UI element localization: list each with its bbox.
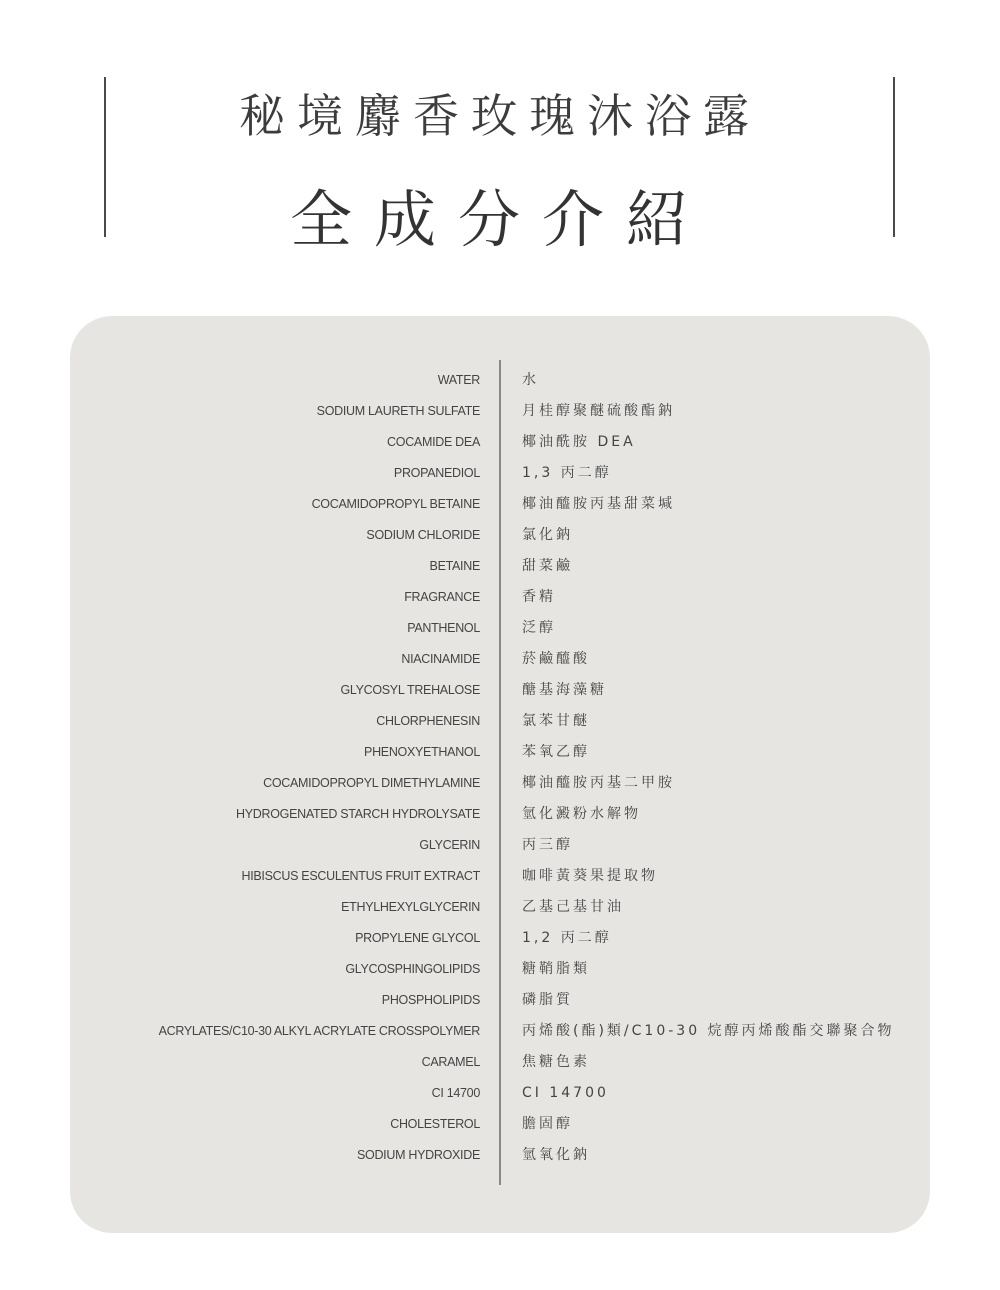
- ingredient-chinese: 氫氧化鈉: [522, 1147, 590, 1163]
- ingredient-english: PHENOXYETHANOL: [364, 745, 480, 759]
- ingredient-row: [0, 489, 1000, 520]
- ingredient-row: [0, 1078, 1000, 1109]
- ingredient-row: [0, 613, 1000, 644]
- ingredient-row: [0, 520, 1000, 551]
- ingredient-english: SODIUM HYDROXIDE: [357, 1148, 480, 1162]
- ingredient-chinese: 氫化澱粉水解物: [522, 806, 641, 822]
- ingredient-row: [0, 768, 1000, 799]
- ingredient-chinese: 氯苯甘醚: [522, 713, 590, 729]
- ingredient-chinese: 苯氧乙醇: [522, 744, 590, 760]
- ingredient-english: CARAMEL: [421, 1055, 480, 1069]
- ingredient-english: FRAGRANCE: [404, 590, 480, 604]
- ingredient-row: [0, 1016, 1000, 1047]
- ingredient-chinese: 月桂醇聚醚硫酸酯鈉: [522, 403, 675, 419]
- ingredient-chinese: 菸鹼醯酸: [522, 651, 590, 667]
- ingredient-english: NIACINAMIDE: [401, 652, 480, 666]
- page-title: 全成分介紹: [289, 183, 710, 256]
- ingredient-english: ACRYLATES/C10-30 ALKYL ACRYLATE CROSSPOLYMER: [158, 1024, 480, 1038]
- ingredient-row: [0, 954, 1000, 985]
- ingredient-chinese: 椰油醯胺丙基甜菜堿: [522, 496, 675, 512]
- ingredient-english: GLYCOSPHINGOLIPIDS: [345, 962, 480, 976]
- ingredient-english: PROPANEDIOL: [393, 466, 480, 480]
- ingredient-row: [0, 830, 1000, 861]
- ingredient-row: [0, 675, 1000, 706]
- ingredient-english: CI 14700: [431, 1086, 480, 1100]
- ingredient-row: [0, 551, 1000, 582]
- ingredient-english: SODIUM CHLORIDE: [366, 528, 480, 542]
- ingredient-english: GLYCERIN: [419, 838, 480, 852]
- ingredient-chinese: CI 14700: [522, 1085, 609, 1101]
- ingredient-chinese: 焦糖色素: [522, 1054, 590, 1070]
- ingredient-row: [0, 737, 1000, 768]
- ingredient-chinese: 醣基海藻糖: [522, 682, 607, 698]
- ingredient-chinese: 膽固醇: [522, 1116, 573, 1132]
- ingredient-english: COCAMIDOPROPYL BETAINE: [311, 497, 480, 511]
- ingredient-row: [0, 706, 1000, 737]
- ingredient-row: [0, 923, 1000, 954]
- ingredient-english: PROPYLENE GLYCOL: [355, 931, 480, 945]
- ingredient-row: [0, 861, 1000, 892]
- ingredient-english: HYDROGENATED STARCH HYDROLYSATE: [236, 807, 480, 821]
- ingredient-chinese: 甜菜鹼: [522, 558, 573, 574]
- ingredient-row: [0, 458, 1000, 489]
- ingredient-chinese: 香精: [522, 589, 556, 605]
- ingredient-chinese: 丙三醇: [522, 837, 573, 853]
- ingredient-english: COCAMIDE DEA: [387, 435, 480, 449]
- ingredient-row: [0, 396, 1000, 427]
- ingredient-chinese: 1,2 丙二醇: [522, 930, 612, 946]
- ingredient-chinese: 乙基己基甘油: [522, 899, 624, 915]
- ingredient-row: [0, 365, 1000, 396]
- ingredient-english: SODIUM LAURETH SULFATE: [316, 404, 480, 418]
- ingredient-row: [0, 1109, 1000, 1140]
- ingredient-chinese: 1,3 丙二醇: [522, 465, 612, 481]
- ingredient-row: [0, 582, 1000, 613]
- ingredient-chinese: 咖啡黃葵果提取物: [522, 868, 658, 884]
- ingredient-chinese: 磷脂質: [522, 992, 573, 1008]
- ingredient-row: [0, 985, 1000, 1016]
- ingredient-chinese: 泛醇: [522, 620, 556, 636]
- ingredient-english: HIBISCUS ESCULENTUS FRUIT EXTRACT: [241, 869, 480, 883]
- ingredient-english: PANTHENOL: [407, 621, 480, 635]
- ingredient-english: COCAMIDOPROPYL DIMETHYLAMINE: [263, 776, 480, 790]
- ingredient-english: GLYCOSYL TREHALOSE: [340, 683, 480, 697]
- ingredient-chinese: 椰油酰胺 DEA: [522, 434, 636, 450]
- ingredient-english: PHOSPHOLIPIDS: [381, 993, 480, 1007]
- ingredient-chinese: 水: [522, 372, 539, 388]
- ingredient-row: [0, 427, 1000, 458]
- ingredient-english: ETHYLHEXYLGLYCERIN: [341, 900, 480, 914]
- ingredient-row: [0, 1140, 1000, 1171]
- ingredient-chinese: 丙烯酸(酯)類/C10-30 烷醇丙烯酸酯交聯聚合物: [522, 1023, 895, 1039]
- ingredient-chinese: 氯化鈉: [522, 527, 573, 543]
- ingredient-row: [0, 799, 1000, 830]
- ingredient-english: CHLORPHENESIN: [376, 714, 480, 728]
- ingredient-english: BETAINE: [429, 559, 480, 573]
- ingredient-row: [0, 1047, 1000, 1078]
- ingredient-row: [0, 644, 1000, 675]
- ingredient-chinese: 椰油醯胺丙基二甲胺: [522, 775, 675, 791]
- ingredient-row: [0, 892, 1000, 923]
- ingredient-english: WATER: [437, 373, 480, 387]
- ingredient-chinese: 糖鞘脂類: [522, 961, 590, 977]
- ingredient-english: CHOLESTEROL: [390, 1117, 480, 1131]
- product-title: 秘境麝香玫瑰沐浴露: [239, 89, 761, 143]
